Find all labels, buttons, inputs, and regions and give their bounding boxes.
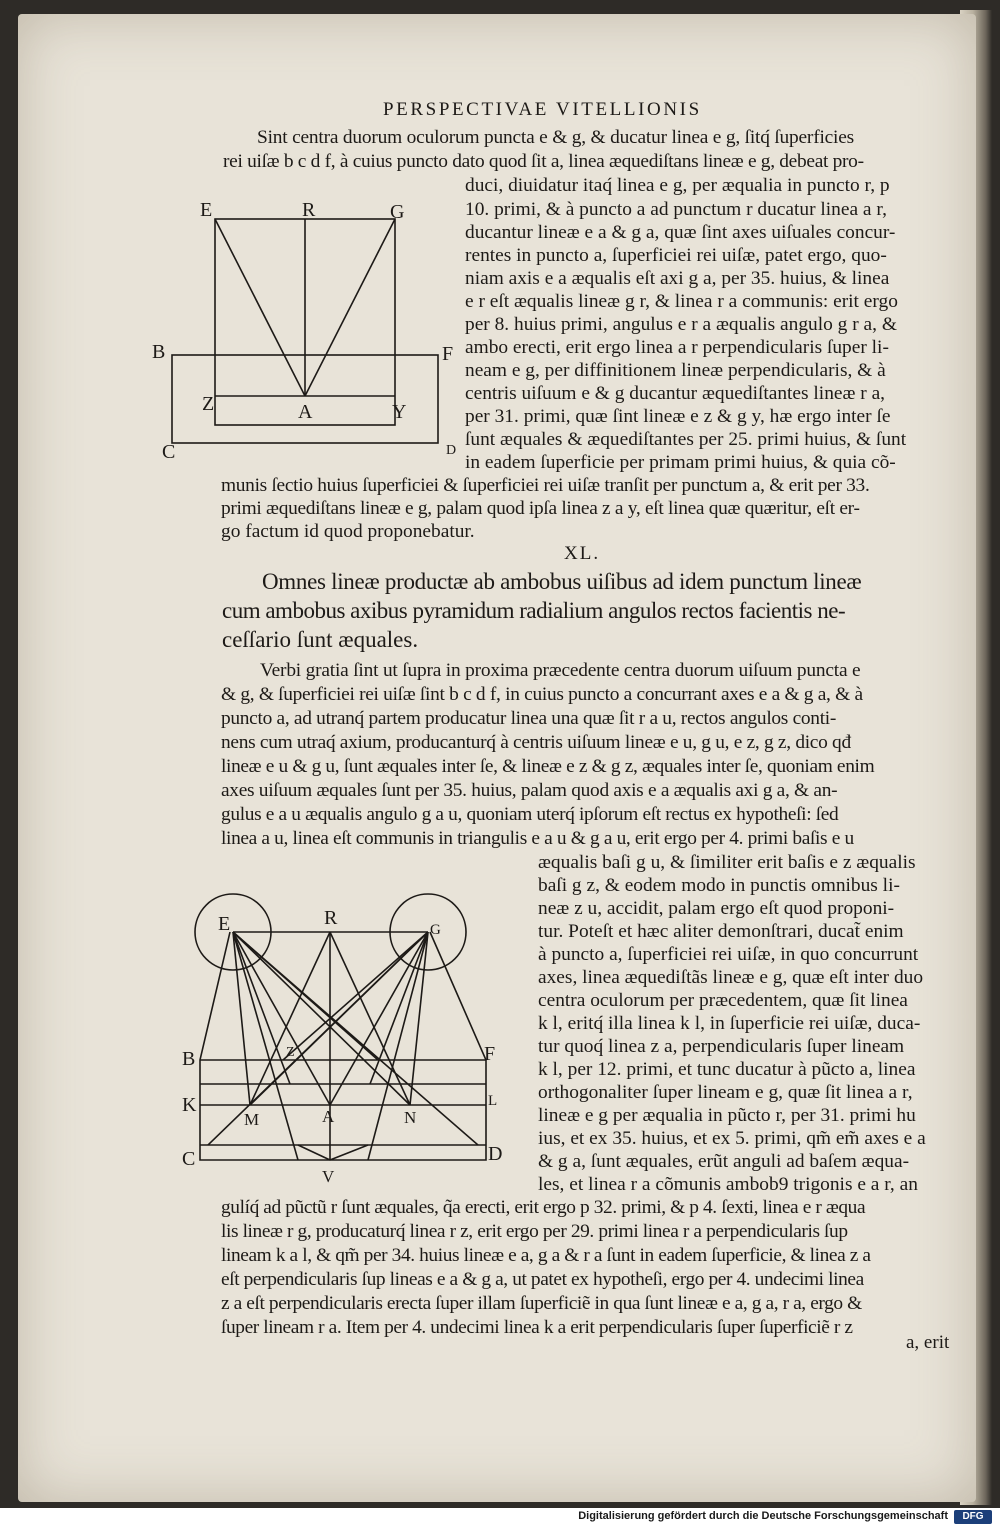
text-line: centris uiſuum e & g ducantur æquediſtantes lineæ r a,	[465, 383, 886, 404]
text-line: k l, per 12. primi, et tunc ducatur à pũcto a, linea	[538, 1059, 916, 1080]
text-line: ius, et ex 35. huius, et ex 5. primi, qm̃ em̃ axes e a	[538, 1128, 926, 1149]
text-line: lineæ e g per æqualia in pũcto r, per 31. primi hu	[538, 1105, 916, 1126]
text-line: neam e g, per diffinitionem lineæ perpendicularis, & à	[465, 360, 886, 381]
text-line: puncto a, ad utranq́ partem producatur linea una quæ ſit r a u, rectos angulos conti-	[221, 708, 837, 729]
text-line: e r eſt æqualis lineæ g r, & linea r a communis: erit ergo	[465, 291, 898, 312]
text-line: eſt perpendicularis ſup lineas e a & g a, ut patet ex hypotheſi, ergo per 4. undecimi linea	[221, 1269, 864, 1290]
text-line: les, et linea r a cõmunis ambob9 trigonis e a r, an	[538, 1174, 918, 1195]
text-line: æqualis baſi g u, & ſimiliter erit baſis e z æqualis	[538, 852, 916, 873]
fig2-label-d: D	[488, 1143, 503, 1165]
fig2-label-m: M	[244, 1110, 260, 1129]
fig2-ray	[233, 932, 290, 1084]
fig2-ray	[208, 932, 428, 1145]
fig1-label-y: Y	[392, 401, 407, 423]
text-line: 10. primi, & à puncto a ad punctum r ducatur linea a r,	[465, 199, 887, 220]
text-line: go factum id quod proponebatur.	[221, 521, 475, 542]
catchword: a, erit	[906, 1332, 950, 1353]
fig2-label-c: C	[182, 1148, 196, 1170]
fig1-label-e: E	[200, 199, 213, 221]
text-line: rentes in puncto a, ſuperficiei rei uiſæ, patet ergo, quo-	[465, 245, 887, 266]
text-line: tur quoq́ linea z a, perpendicularis ſuper lineam	[538, 1036, 905, 1057]
text-line: primi æquediſtans lineæ e g, palam quod ipſa linea z a y, eſt linea quæ quæritur, eſt er-	[221, 498, 860, 519]
text-line: à puncto a, ſuperficiei rei uiſæ, in quo concurrunt	[538, 944, 919, 965]
text-line: & g a, ſunt æquales, erũt anguli ad baſem æqua-	[538, 1151, 910, 1172]
fig1-label-f: F	[442, 343, 454, 365]
text-line: ambo erecti, erit ergo linea a r perpendicularis ſuper li-	[465, 337, 889, 358]
text-line: k l, eritq́ illa linea k l, in ſuperficie rei uiſæ, duca-	[538, 1013, 921, 1034]
text-line: gulus e a u æqualis angulo g a u, quoniam uterq́ ipſorum eſt rectus ex hypotheſi: ſed	[221, 804, 839, 825]
figure-1	[150, 196, 457, 466]
fig1-label-g: G	[390, 201, 405, 223]
proposition-number: XL.	[564, 543, 601, 564]
fig1-label-r: R	[302, 199, 316, 221]
text-line: ſuper lineam r a. Item per 4. undecimi linea k a erit perpendicularis ſuper ſuperficiẽ r z	[221, 1317, 853, 1338]
text-line: ducantur lineæ e a & g a, quæ ſint axes uiſuales concur-	[465, 222, 896, 243]
text-line: lis lineæ r g, producaturq́ linea r z, erit ergo per 29. primi linea r a perpendicularis ſup	[221, 1221, 848, 1242]
fig1-label-z: Z	[202, 393, 215, 415]
text-line: centra oculorum per præcedentem, quæ ſit linea	[538, 990, 908, 1011]
text-line: orthogonaliter ſuper lineam e g, quæ ſit linea a r,	[538, 1082, 913, 1103]
text-line: per 31. primi, quæ ſint lineæ e z & g y, hæ ergo inter ſe	[465, 406, 891, 427]
text-line: Verbi gratia ſint ut ſupra in proxima præcedente centra duorum uiſuum puncta e	[260, 660, 861, 681]
fig2-ray	[368, 932, 428, 1160]
text-line: lineam k a l, & qm̃ per 34. huius lineæ e a, g a & r a ſunt in eadem ſuperficie, & linea z a	[221, 1245, 871, 1266]
text-line: munis ſectio huius ſuperficiei & ſuperficiei rei uiſæ tranſit per punctum a, & erit per 33.	[221, 475, 870, 496]
text-line: axes, linea æquediſtãs lineæ e g, quæ eſt inter duo	[538, 967, 924, 988]
text-line: tur. Poteſt et hæc aliter demonſtrari, ducat̃ enim	[538, 921, 904, 942]
proposition-line: cum ambobus axibus pyramidum radialium angulos rectos facientis ne-	[222, 598, 846, 623]
fig1-label-b: B	[152, 341, 166, 363]
fig1-label-a: A	[298, 401, 313, 423]
text-line: axes uiſuum æquales ſunt per 35. huius, palam quod axis e a æqualis axi g a, & an-	[221, 780, 838, 801]
text-line: gulíq́ ad pũctũ r ſunt æquales, q̃a erecti, erit ergo p 32. primi, & p 4. ſexti, linea e r æqua	[221, 1197, 866, 1218]
fig2-ray	[330, 1145, 368, 1160]
fig2-label-f: F	[484, 1043, 496, 1065]
fig2-label-r: R	[324, 907, 338, 929]
text-line: & g, & ſuperficiei rei uiſæ ſint b c d f, in cuius puncto a concurrant axes e a & g a, & à	[221, 684, 863, 705]
fig2-label-k: K	[182, 1094, 197, 1116]
text-line: z a eſt perpendicularis erecta ſuper illam ſuperficiẽ in qua ſunt lineæ e a, g a, r a, ergo &	[221, 1293, 862, 1314]
text-line: rei uiſæ b c d f, à cuius puncto dato quod ſit a, linea æquediſtans lineæ e g, debeat pro-	[223, 151, 864, 172]
fig2-label-n: N	[404, 1108, 417, 1127]
fig1-axis-e-a	[215, 219, 305, 396]
fig1-axis-g-a	[305, 219, 395, 396]
footer-credit: Digitalisierung gefördert durch die Deutsche Forschungsgemeinschaft	[578, 1510, 948, 1522]
text-line: duci, diuidatur itaq́ linea e g, per æqualia in puncto r, p	[465, 175, 890, 196]
text-line: niam axis e a æqualis eſt axi g a, per 35. huius, & linea	[465, 268, 890, 289]
proposition-line: ceſſario ſunt æquales.	[222, 627, 419, 652]
text-line: baſi g z, & eodem modo in punctis omnibus li-	[538, 875, 900, 896]
dfg-logo: DFG	[954, 1510, 992, 1524]
figure-2	[178, 890, 518, 1190]
text-line: in eadem ſuperficie per primam primi huius, & quia cõ-	[465, 452, 896, 473]
running-head: PERSPECTIVAE VITELLIONIS	[383, 99, 702, 120]
fig2-label-b: B	[182, 1048, 196, 1070]
text-line: ſunt æquales & æquediſtantes per 25. primi huius, & ſunt	[465, 429, 907, 450]
fig2-label-l: L	[488, 1093, 498, 1109]
text-line: neæ z u, accidit, palam ergo eſt quod proponi-	[538, 898, 895, 919]
text-line: nens cum utraq́ axium, producanturq́ à centris uiſuum lineæ e u, g u, e z, g z, dico qđ	[221, 732, 851, 753]
fig2-ray	[298, 1145, 330, 1160]
fig1-label-c: C	[162, 441, 176, 463]
fig2-label-a: A	[322, 1107, 335, 1126]
fig2-label-g: G	[430, 922, 441, 938]
fig2-ray	[233, 932, 410, 1105]
text-line: Sint centra duorum oculorum puncta e & g, & ducatur linea e g, ſitq́ ſuperficies	[257, 127, 854, 148]
fig1-label-d: D	[446, 443, 457, 458]
fig2-label-v: V	[322, 1167, 335, 1186]
fig2-label-e: E	[218, 913, 231, 935]
text-line: lineæ e u & g u, ſunt æquales inter ſe, & lineæ e z & g z, æquales inter ſe, quoniam enim	[221, 756, 875, 777]
fig2-label-z: Z	[286, 1045, 295, 1060]
text-line: linea a u, linea eſt communis in triangulis e a u & g a u, erit ergo per 4. primi baſis e u	[221, 828, 854, 849]
text-line: per 8. huius primi, angulus e r a æqualis angulo g r a, &	[465, 314, 897, 335]
proposition-line: Omnes lineæ productæ ab ambobus uiſibus ad idem punctum lineæ	[262, 569, 862, 594]
